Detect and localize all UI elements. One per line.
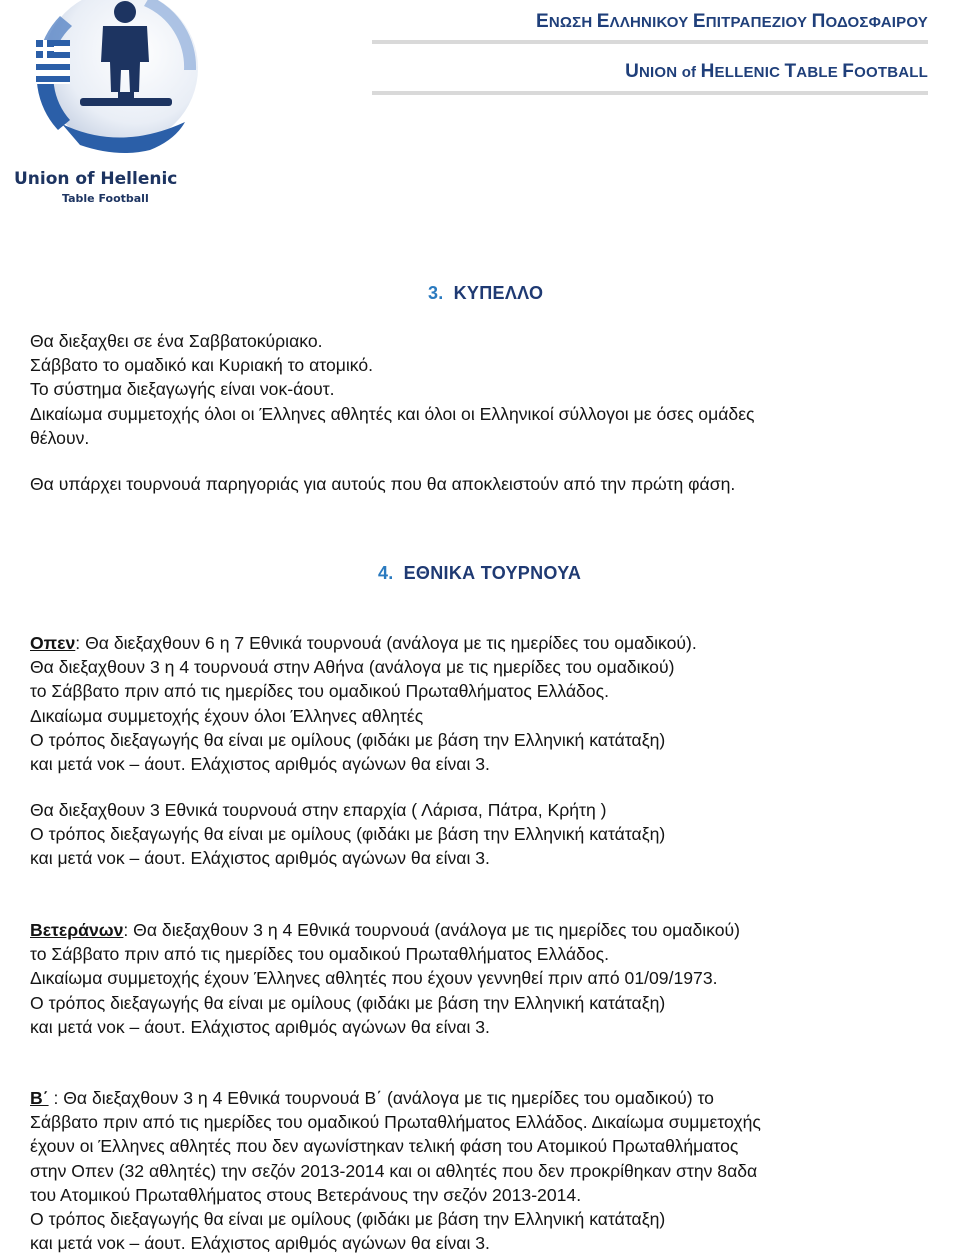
text-line: Δικαίωμα συμμετοχής έχουν όλοι Έλληνες αθλητές bbox=[30, 705, 424, 726]
text-line: Δικαίωμα συμμετοχής όλοι οι Έλληνες αθλητές και όλοι οι Ελληνικοί σύλλογοι με όσες ομάδες bbox=[30, 403, 755, 424]
text-line: και μετά νοκ – άουτ. Ελάχιστος αριθμός αγώνων θα είναι 3. bbox=[30, 848, 490, 869]
category-label-b-division: Β΄ bbox=[30, 1088, 49, 1108]
text-line: Ο τρόπος διεξαγωγής θα είναι με ομίλους (φιδάκι με βάση την Ελληνική κατάταξη) bbox=[30, 824, 666, 845]
svg-text:Table Football: Table Football bbox=[62, 192, 149, 205]
title-segment: ABLE bbox=[796, 64, 843, 81]
logo-wordmark bbox=[14, 169, 177, 205]
text-line: Β΄ : Θα διεξαχθουν 3 η 4 Εθνικά τουρνουά Β΄ (ανάλογα με τις ημερίδες του ομαδικού) το bbox=[30, 1088, 714, 1108]
text-line: και μετά νοκ – άουτ. Ελάχιστος αριθμός αγώνων θα είναι 3. bbox=[30, 1233, 490, 1254]
text-line: στην Οπεν (32 αθλητές) την σεζόν 2013-2014 και οι αθλητές που δεν προκρίθηκαν στην 8αδα bbox=[30, 1160, 758, 1181]
header-title-greek bbox=[536, 11, 928, 33]
title-segment: F bbox=[842, 61, 855, 82]
union-logo bbox=[0, 0, 250, 230]
text-line: Βετεράνων: Θα διεξαχθουν 3 η 4 Εθνικά τουρνουά (ανάλογα με τις ημερίδες του ομαδικού) bbox=[30, 920, 740, 940]
text-line: του Ατομικού Πρωταθλήματος στους Βετεράνους την σεζόν 2013-2014. bbox=[30, 1184, 582, 1205]
title-segment: ELLENIC bbox=[714, 64, 785, 81]
title-segment: Ε bbox=[692, 11, 706, 32]
section-heading-national-tournaments bbox=[378, 563, 581, 584]
text-line: Σάββατο το ομαδικό και Κυριακή το ατομικό. bbox=[30, 355, 374, 376]
title-segment: of bbox=[681, 64, 701, 81]
section-title: ΚΥΠΕΛΛΟ bbox=[453, 283, 544, 303]
text-line: Το σύστημα διεξαγωγής είναι νοκ-άουτ. bbox=[30, 379, 335, 400]
text-line: Σάββατο πριν από τις ημερίδες του ομαδικού Πρωταθλήματος Ελλάδος. Δικαίωμα συμμετοχής bbox=[30, 1112, 761, 1133]
title-segment: H bbox=[700, 61, 715, 82]
text-line: Θα υπάρχει τουρνουά παρηγοριάς για αυτούς που θα αποκλειστούν από την πρώτη φάση. bbox=[30, 474, 736, 494]
title-segment: U bbox=[625, 61, 640, 82]
title-segment: T bbox=[784, 61, 797, 82]
text-line: Θα διεξαχθουν 3 Εθνικά τουρνουά στην επαρχία ( Λάρισα, Πάτρα, Κρήτη ) bbox=[30, 800, 607, 820]
text-line: και μετά νοκ – άουτ. Ελάχιστος αριθμός αγώνων θα είναι 3. bbox=[30, 754, 490, 775]
header-title-english bbox=[625, 61, 928, 83]
svg-text:Union of Hellenic: Union of Hellenic bbox=[14, 169, 178, 189]
text-line: Θα διεξαχθουν 3 η 4 τουρνουά στην Αθήνα (ανάλογα με τις ημερίδες του ομαδικού) bbox=[30, 657, 675, 678]
text-line: το Σάββατο πριν από τις ημερίδες του ομαδικού Πρωταθλήματος Ελλάδος. bbox=[30, 681, 609, 702]
b-division-paragraph bbox=[30, 1086, 910, 1255]
text-line: το Σάββατο πριν από τις ημερίδες του ομαδικού Πρωταθλήματος Ελλάδος. bbox=[30, 944, 609, 965]
section-heading-cup bbox=[428, 283, 543, 304]
text-line: Ο τρόπος διεξαγωγής θα είναι με ομίλους (φιδάκι με βάση την Ελληνική κατάταξη) bbox=[30, 729, 666, 750]
text-line: Θα διεξαχθει σε ένα Σαββατοκύριακο. bbox=[30, 331, 323, 351]
cup-paragraph bbox=[30, 329, 910, 450]
title-segment: ΝΩΣΗ bbox=[548, 14, 597, 31]
title-segment: NION bbox=[639, 64, 682, 81]
title-segment: ΠΙΤΡΑΠΕΖΙΟΥ bbox=[705, 14, 812, 31]
title-segment: ΟΔΟΣΦΑΙΡΟΥ bbox=[825, 14, 928, 31]
category-label-open: Οπεν bbox=[30, 633, 76, 653]
header-divider bbox=[372, 40, 928, 44]
text-line: έχουν οι Έλληνες αθλητές που δεν αγωνίστηκαν τελική φάση του Ατομικού Πρωταθλήματος bbox=[30, 1136, 739, 1157]
title-segment: Ε bbox=[596, 11, 610, 32]
province-paragraph bbox=[30, 798, 910, 871]
title-segment: OOTBALL bbox=[854, 64, 928, 81]
section-number: 3. bbox=[428, 283, 444, 303]
category-label-veterans: Βετεράνων bbox=[30, 920, 124, 940]
title-segment: Ε bbox=[535, 11, 549, 32]
text-line: θέλουν. bbox=[30, 427, 90, 448]
veterans-paragraph bbox=[30, 918, 910, 1039]
consolation-paragraph bbox=[30, 472, 910, 496]
text-line: Δικαίωμα συμμετοχής έχουν Έλληνες αθλητές που έχουν γεννηθεί πριν από 01/09/1973. bbox=[30, 968, 718, 989]
text-line: Ο τρόπος διεξαγωγής θα είναι με ομίλους (φιδάκι με βάση την Ελληνική κατάταξη) bbox=[30, 1209, 666, 1230]
open-lines bbox=[30, 655, 910, 776]
title-segment: ΛΛΗΝΙΚΟΥ bbox=[609, 14, 693, 31]
text-line: Οπεν: Θα διεξαχθουν 6 η 7 Εθνικά τουρνουά (ανάλογα με τις ημερίδες του ομαδικού). bbox=[30, 633, 697, 653]
header-divider bbox=[372, 91, 928, 95]
open-paragraph bbox=[30, 631, 910, 776]
text-line: Ο τρόπος διεξαγωγής θα είναι με ομίλους (φιδάκι με βάση την Ελληνική κατάταξη) bbox=[30, 992, 666, 1013]
text-line: και μετά νοκ – άουτ. Ελάχιστος αριθμός αγώνων θα είναι 3. bbox=[30, 1016, 490, 1037]
greek-flag-icon bbox=[36, 40, 70, 84]
section-number: 4. bbox=[378, 563, 394, 583]
title-segment: Π bbox=[811, 11, 826, 32]
b-division-lines bbox=[30, 1110, 910, 1255]
section-title: ΕΘΝΙΚΑ ΤΟΥΡΝΟΥΑ bbox=[403, 563, 582, 583]
veterans-lines bbox=[30, 942, 910, 1039]
